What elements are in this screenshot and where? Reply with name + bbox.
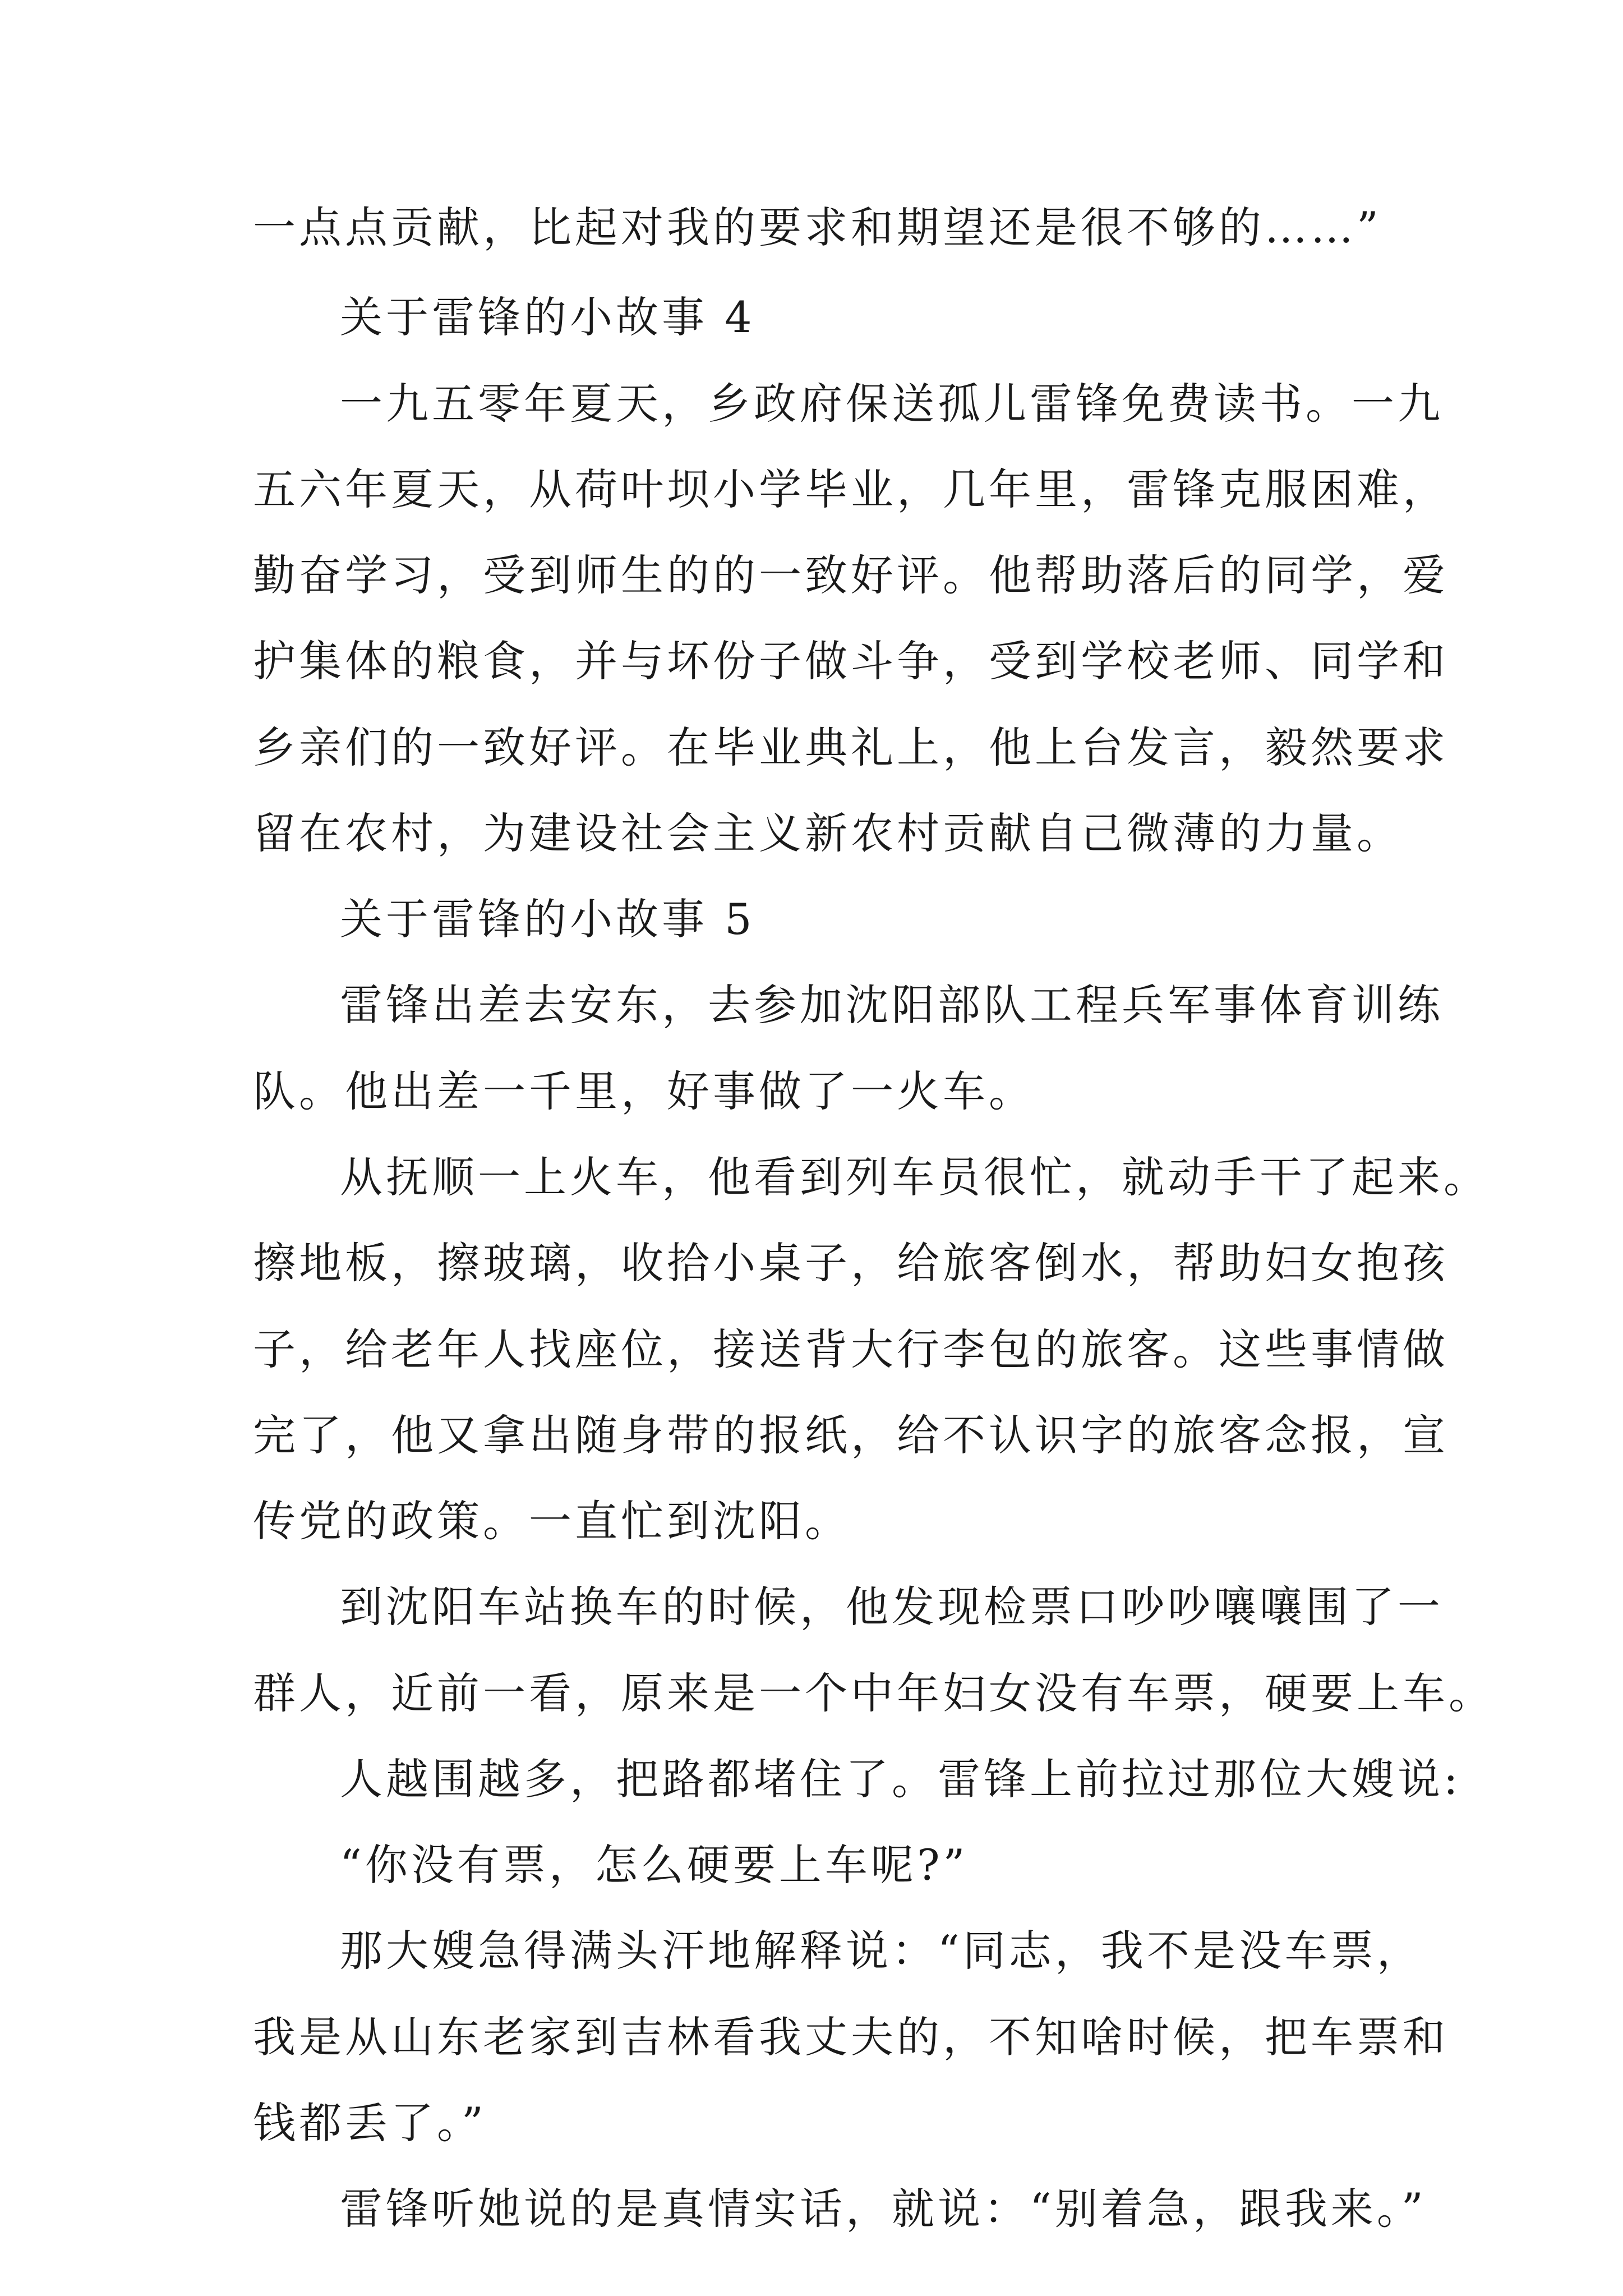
section-heading: 关于雷锋的小故事 5 xyxy=(340,894,755,944)
text-line: 护集体的粮食，并与坏份子做斗争，受到学校老师、同学和 xyxy=(253,636,1449,686)
text-line: 我是从山东老家到吉林看我丈夫的，不知啥时候，把车票和 xyxy=(253,2012,1449,2062)
text-line: 到沈阳车站换车的时候，他发现检票口吵吵嚷嚷围了一 xyxy=(340,1582,1444,1632)
text-line: 勤奋学习，受到师生的的一致好评。他帮助落后的同学，爱 xyxy=(253,550,1449,600)
text-line: “你没有票，怎么硬要上车呢?” xyxy=(340,1840,969,1890)
text-line: 擦地板，擦玻璃，收拾小桌子，给旅客倒水，帮助妇女抱孩 xyxy=(253,1238,1449,1288)
text-line: 那大嫂急得满头汗地解释说：“同志，我不是没车票， xyxy=(340,1926,1423,1976)
section-heading: 关于雷锋的小故事 4 xyxy=(340,292,755,342)
text-line: 雷锋听她说的是真情实话，就说：“别着急，跟我来。” xyxy=(340,2184,1427,2234)
text-line: 子，给老年人找座位，接送背大行李包的旅客。这些事情做 xyxy=(253,1324,1449,1374)
text-line: 五六年夏天，从荷叶坝小学毕业，几年里，雷锋克服困难， xyxy=(253,464,1449,514)
text-line: 雷锋出差去安东，去参加沈阳部队工程兵军事体育训练 xyxy=(340,980,1444,1030)
text-line: 从抚顺一上火车，他看到列车员很忙，就动手干了起来。 xyxy=(340,1152,1490,1202)
text-line: 传党的政策。一直忙到沈阳。 xyxy=(253,1496,851,1546)
text-line: 群人，近前一看，原来是一个中年妇女没有车票，硬要上车。 xyxy=(253,1668,1495,1718)
text-line: 完了，他又拿出随身带的报纸，给不认识字的旅客念报，宣 xyxy=(253,1410,1449,1460)
text-line: 一九五零年夏天，乡政府保送孤儿雷锋免费读书。一九 xyxy=(340,379,1444,429)
text-line: 乡亲们的一致好评。在毕业典礼上，他上台发言，毅然要求 xyxy=(253,723,1449,772)
text-line: 人越围越多，把路都堵住了。雷锋上前拉过那位大嫂说: xyxy=(340,1754,1461,1804)
text-line: 一点点贡献，比起对我的要求和期望还是很不够的……” xyxy=(253,203,1382,252)
text-line: 钱都丢了。” xyxy=(253,2098,487,2148)
text-line: 留在农村，为建设社会主义新农村贡献自己微薄的力量。 xyxy=(253,808,1403,858)
text-line: 队。他出差一千里，好事做了一火车。 xyxy=(253,1066,1035,1116)
